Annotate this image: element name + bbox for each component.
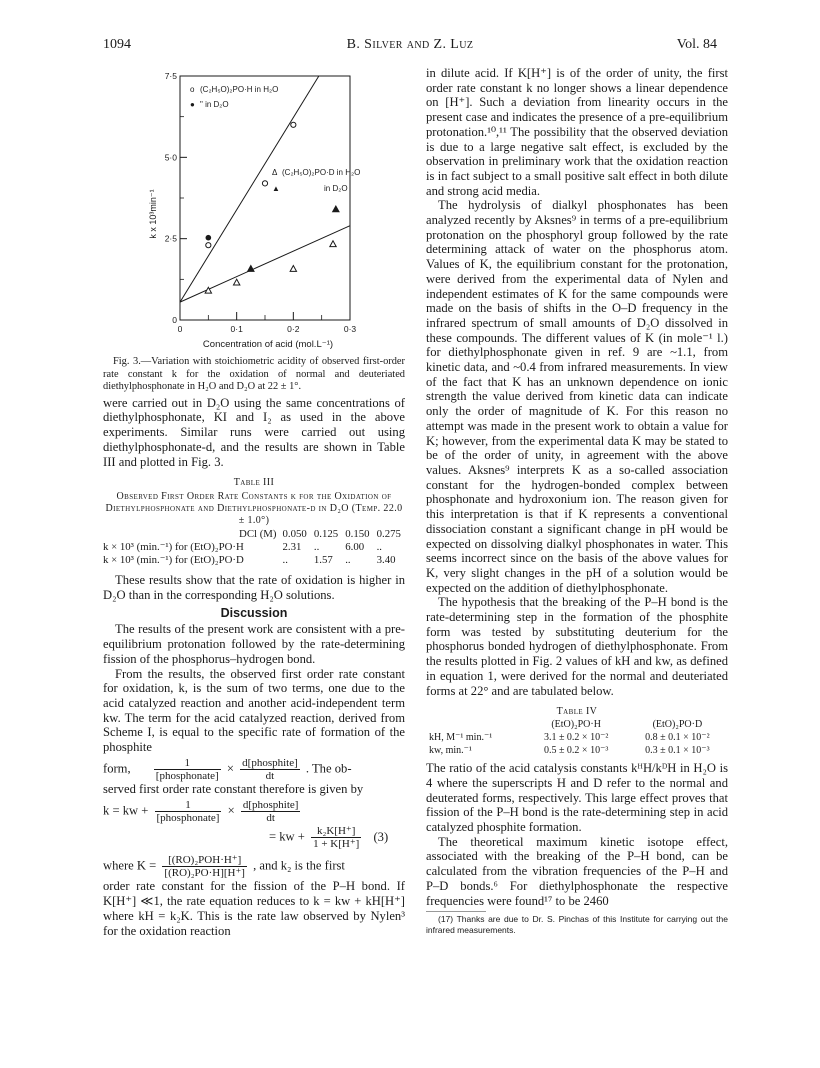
- x-tick-label: 0·2: [287, 324, 300, 334]
- left-paragraph-1: were carried out in D₂O using the same concentrations of diethylphosphonate, KI and I₂ as used in the above experiments. Similar runs were carried out using diethylphosphonate-d, and the results are shown in Table III and plotted in Fig. 3.: [103, 395, 405, 469]
- fraction-numerator: d[phosphite]: [242, 756, 298, 769]
- fraction-denominator: 1 + K[H⁺]: [313, 838, 360, 851]
- table-row: [103, 541, 405, 554]
- fraction: [311, 825, 361, 850]
- table-cell: 0.125: [313, 528, 339, 541]
- table-cell: (EtO)₂PO·D: [652, 719, 703, 731]
- table-cell: 3.1 ± 0.2 × 10⁻²: [543, 732, 609, 744]
- table-cell: 0.3 ± 0.1 × 10⁻³: [645, 745, 710, 757]
- table-cell: 6.00: [345, 541, 365, 554]
- table-cell: 0.275: [376, 528, 401, 541]
- data-point-filled-triangle: [248, 266, 254, 272]
- where-tail: , and k₂ is the first: [253, 858, 345, 873]
- data-point-open-triangle: [290, 266, 296, 272]
- equation-3-part-2: [103, 825, 405, 850]
- table-row: [103, 554, 405, 567]
- right-column: [426, 66, 728, 936]
- y-tick-label: 0: [172, 315, 177, 325]
- left-paragraph-5: served first order rate constant therefore is given by: [103, 781, 364, 796]
- table3-caption: Observed First Order Rate Constants k for the Oxidation of Diethylphosphonate and Diethylphosphonate-d in D₂O (Temp. 22.0 ± 1.0°): [105, 491, 403, 527]
- running-title: B. Silver and Z. Luz: [346, 37, 474, 52]
- y-tick-label: 7·5: [164, 71, 177, 81]
- table-cell: k × 10³ (min.⁻¹) for (EtO)₂PO·D: [103, 554, 244, 567]
- data-point-open-circle: [262, 181, 267, 186]
- times-sign: ×: [227, 803, 235, 818]
- equation-lhs: k = kw +: [103, 803, 149, 818]
- table3-label: Table III: [233, 477, 275, 489]
- fraction: [154, 757, 221, 782]
- fraction-denominator: [(RO)₂PO·H][H⁺]: [164, 867, 245, 880]
- legend-3-marker: Δ: [272, 168, 278, 177]
- fraction: [241, 799, 301, 824]
- left-paragraph-4: From the results, the observed first order rate constant for oxidation, k, is the sum of two terms, one due to the acid catalyzed reaction and another acid-independent term kw. The term for the acid catalyzed reaction, derived from Scheme I, is equal to the specific rate of formation of the phosphite: [103, 666, 405, 755]
- equation-number: (3): [373, 829, 389, 844]
- form-word: form,: [103, 761, 131, 776]
- x-tick-label: 0: [177, 324, 183, 334]
- table-cell: k × 10³ (min.⁻¹) for (EtO)₂PO·H: [103, 541, 244, 554]
- table4-label: Table IV: [556, 706, 598, 718]
- fraction-denominator: [phosphonate]: [155, 769, 219, 782]
- page-number: 1094: [103, 37, 131, 52]
- figure-3: [150, 64, 390, 354]
- legend-1-text: (C₂H₅O)₂PO·H in H₂O: [200, 85, 279, 94]
- fraction-denominator: [phosphonate]: [156, 812, 220, 825]
- footnote-17: (17) Thanks are due to Dr. S. Pinchas of this Institute for carrying out the infrared measurements.: [426, 914, 728, 936]
- table-cell: 0.5 ± 0.2 × 10⁻³: [543, 745, 609, 757]
- discussion-heading: Discussion: [220, 605, 288, 620]
- fraction: [155, 799, 222, 824]
- form-tail: . The ob-: [305, 761, 352, 776]
- volume-label: Vol. 84: [676, 37, 717, 52]
- right-paragraph-5: The theoretical maximum kinetic isotope effect, associated with the breaking of the P–H bond, can be calculated from the vibration frequencies of the P–H and P–D bonds.⁶ For diethylphosphonate the respective frequencies were found¹⁷ to be 2460: [426, 834, 728, 908]
- fraction-denominator: dt: [265, 769, 275, 782]
- x-tick-label: 0·1: [230, 324, 243, 334]
- right-paragraph-1: in dilute acid. If K[H⁺] is of the order of unity, the first order rate constant k no longer shows a linear dependence on [H⁺]. Such a deviation from linearity occurs in the present case and indicates the presence of a pre-equilibrium protonation.¹⁰,¹¹ The possibility that the observed deviation is due to a large negative salt effect, is excluded by the observation in preliminary work that the oxidation reaction is in fact subject to a small positive salt effect in both dilute and strong acid media.: [426, 66, 728, 198]
- legend-4-marker: ▲: [272, 184, 280, 193]
- data-point-open-circle: [206, 243, 211, 248]
- data-point-open-triangle: [233, 279, 239, 285]
- fraction-numerator: d[phosphite]: [242, 799, 299, 812]
- y-axis-label: k x 10³min⁻¹: [148, 189, 158, 239]
- table-3: [103, 528, 405, 567]
- formation-rate-expression: [103, 757, 405, 782]
- legend-4-text: in D₂O: [324, 184, 348, 193]
- y-tick-label: 5·0: [164, 152, 177, 163]
- right-paragraph-2: The hydrolysis of dialkyl phosphonates has been analyzed recently by Aksnes⁹ in terms of a pre-equilibrium protonation on the phosphoryl group followed by the rate determining attack of water on the phosphorus atom. Values of K, the equilibrium constant for the protonation, were derived from the experimental data of Nylen and independent estimates of K for the same compounds were made on the basis of shifts in the O–D frequency in the infrared spectrum of small amounts of D₂O dissolved in these compounds. The different values of K (in mole⁻¹ l.) for diethylphosphonate given in ref. 9 are ~1.1, from kinetic data, and ~0.4 from infrared measurements. In view of the fact that K has an unknown dependence on ionic strength the value derived from kinetic data can indicate only the order of magnitude of K. For this reason no attempt was made in the present work to obtain a value for K; however, from the experimental data K may be stated to be of the order of unity, in agreement with the above values. Aksnes⁹ interprets K as a so-called association constant for the hydrogen-bonded complex between phosphonate and hydroxonium ion. The reason given for this interpretation is that if K represents a conventional dissociation constant a significant change in pH would be expected on dissolving dialkyl phosphonates in water. This seems incorrect since on the basis of the above values for K, very slight changes in the pH of a solution would be expected on the addition of diethylphosphonate.: [426, 198, 728, 595]
- plot-legend: [190, 85, 360, 193]
- table-cell: 0.050: [282, 528, 307, 541]
- left-paragraph-6: order rate constant for the fission of the P–H bond. If K[H⁺] ≪1, the rate equation reduces to k = kw + kH[H⁺] where kH = k₂K. This is the rate law observed by Nylen³ for the oxidation reaction: [103, 879, 405, 938]
- k-definition: [103, 854, 405, 879]
- data-point-open-triangle: [330, 241, 336, 247]
- table-cell: [426, 718, 526, 731]
- table-cell: ..: [376, 541, 382, 554]
- x-axis-label: Concentration of acid (mol.L⁻¹): [202, 339, 334, 350]
- figure-caption: Fig. 3.—Variation with stoichiometric acidity of observed first-order rate constant k for the oxidation of normal and deuteriated diethylphosphonate in H₂O and D₂O at 22 ± 1°.: [103, 356, 405, 393]
- table-cell: DCl (M): [239, 528, 277, 541]
- legend-2-text: " in D₂O: [200, 100, 229, 109]
- data-point-filled-triangle: [333, 206, 339, 212]
- right-paragraph-3: The hypothesis that the breaking of the P–H bond is the rate-determining step in the formation of the phosphite form was tested by substituting deuterium for the phosphorus bonded hydrogen of diethylphosphonate. From the results plotted in Fig. 2 values of kH and kw, as defined in equation 1, were derived for the normal and deuteriated forms at 22° and are tabulated below.: [426, 595, 728, 698]
- table-row: [426, 744, 728, 757]
- legend-3-text: (C₂H₅O)₂PO·D in H₂O: [282, 168, 361, 177]
- legend-1-marker: o: [190, 85, 195, 94]
- table-cell: 1.57: [313, 554, 333, 567]
- fraction-numerator: 1: [155, 799, 222, 812]
- times-sign: ×: [226, 761, 234, 776]
- fraction-numerator: [(RO)₂POH·H⁺]: [162, 854, 247, 867]
- table-cell: (EtO)₂PO·H: [551, 719, 601, 731]
- y-tick-label: 2·5: [164, 233, 177, 244]
- left-paragraph-2: These results show that the rate of oxidation is higher in D₂O than in the corresponding H₂O solutions.: [103, 573, 405, 602]
- table-4: [426, 718, 728, 757]
- fraction: [162, 854, 247, 879]
- fraction: [240, 757, 300, 782]
- table-cell: 3.40: [376, 554, 396, 567]
- table-cell: ..: [345, 554, 351, 567]
- table-row: [103, 528, 405, 541]
- table-cell: 2.31: [282, 541, 302, 554]
- table-row: [426, 731, 728, 744]
- data-point-open-circle: [291, 122, 296, 127]
- right-paragraph-4: The ratio of the acid catalysis constants kᴴH/kᴰH in H₂O is 4 where the superscripts H and D refer to the normal and deuterated forms, respectively. This large effect proves that fission of the P–H bond is the rate-determining step in acid catalyzed phosphite formation.: [426, 761, 728, 835]
- fraction-denominator: dt: [266, 812, 275, 825]
- table-cell: kw, min.⁻¹: [429, 745, 472, 757]
- table-row: [426, 718, 728, 731]
- table-cell: 0.8 ± 0.1 × 10⁻²: [645, 732, 710, 744]
- data-point-filled-circle: [206, 235, 212, 241]
- x-tick-label: 0·3: [343, 324, 357, 334]
- table-cell: ..: [313, 541, 320, 554]
- footnote-rule: [426, 911, 486, 912]
- plot-frame: [180, 76, 350, 320]
- left-paragraph-3: The results of the present work are consistent with a pre-equilibrium protonation followed by the rate-determining fission of the phosphorus–hydrogen bond.: [103, 622, 405, 666]
- equation-3-part-1: [103, 799, 405, 824]
- table-cell: 0.150: [345, 528, 370, 541]
- table-cell: kH, M⁻¹ min.⁻¹: [429, 732, 493, 744]
- left-column: [103, 356, 405, 938]
- fraction-numerator: k₂K[H⁺]: [311, 825, 361, 838]
- where-text: where K =: [103, 858, 157, 873]
- equation-rhs-lead: = kw +: [269, 829, 305, 844]
- fraction-numerator: 1: [154, 757, 221, 770]
- plot-area: [165, 71, 357, 334]
- table-cell: ..: [282, 554, 288, 567]
- fit-line: [180, 226, 350, 302]
- legend-2-marker: ●: [190, 100, 195, 109]
